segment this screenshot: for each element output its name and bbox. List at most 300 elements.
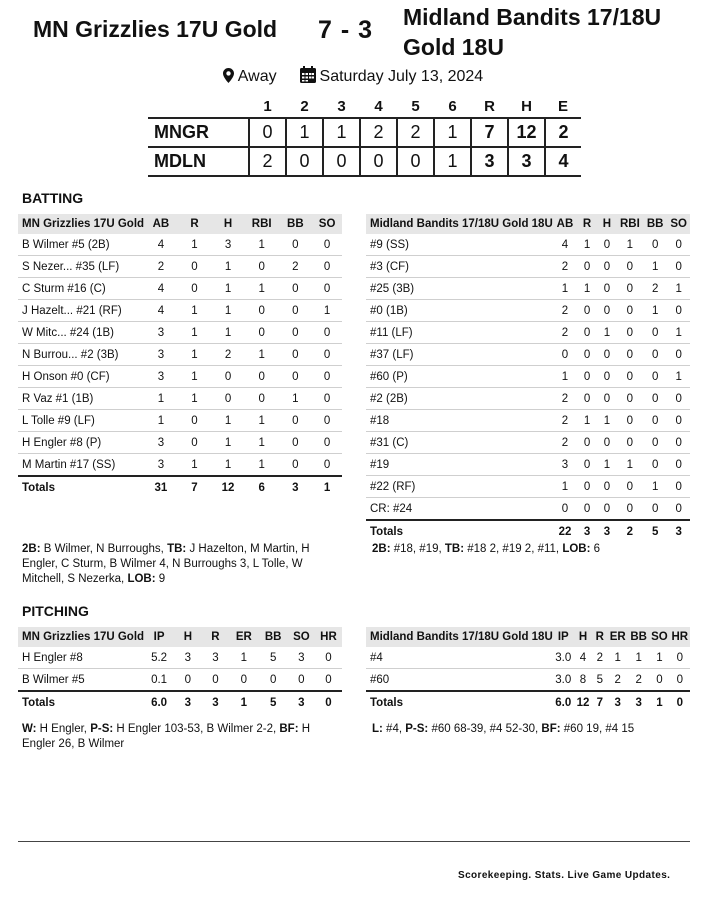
stats-row xyxy=(366,669,690,692)
stat-cell: 1 xyxy=(667,366,690,388)
stat-cell: 0 xyxy=(597,388,617,410)
stat-cell: 1 xyxy=(245,234,279,256)
stat-cell: 0 xyxy=(279,344,313,366)
player-name: #0 (1B) xyxy=(366,300,553,322)
stats-row xyxy=(366,366,690,388)
stat-cell: 0 xyxy=(617,498,643,521)
stat-cell: 1 xyxy=(144,388,178,410)
totals-cell: 22 xyxy=(558,525,572,538)
stat-cell: 1 xyxy=(211,432,245,454)
line-score-col-header: 4 xyxy=(374,97,383,115)
stats-col-header: RBI xyxy=(251,218,272,230)
player-name: H Engler #8 (P) xyxy=(18,432,144,454)
line-score-col-header: 2 xyxy=(300,97,309,115)
line-score-corner xyxy=(148,95,249,118)
stat-cell: 0 xyxy=(178,278,212,300)
stat-cell: 3 xyxy=(553,454,577,476)
player-name: H Onson #0 (CF) xyxy=(18,366,144,388)
totals-cell: 2 xyxy=(626,525,634,538)
line-score-col-header: R xyxy=(484,97,495,115)
stats-team-header: MN Grizzlies 17U Gold xyxy=(22,218,145,230)
totals-row xyxy=(366,520,690,542)
stat-cell: 0 xyxy=(312,234,342,256)
stats-row xyxy=(366,498,690,521)
stat-cell: 0 xyxy=(178,410,212,432)
stat-cell: 1 xyxy=(211,300,245,322)
totals-cell: 3 xyxy=(212,696,219,709)
stat-cell: 0 xyxy=(312,410,342,432)
stat-cell: 1 xyxy=(667,322,690,344)
line-score-cell: 12 xyxy=(508,118,545,147)
stats-row xyxy=(18,234,342,256)
line-score-col-header: 1 xyxy=(263,97,272,115)
stat-cell: 2 xyxy=(553,300,577,322)
stat-cell: 0 xyxy=(643,234,667,256)
line-score-row xyxy=(148,147,581,176)
stat-cell: 0 xyxy=(312,322,342,344)
line-score-cell: 2 xyxy=(397,118,434,147)
stat-cell: 0 xyxy=(617,476,643,498)
note-text: J Hazelton, M Martin, H Engler, C Sturm, B Wilmer 4, N Burroughs 3, L Tolle, W Mitchell, S Nezerka, xyxy=(22,543,310,585)
note-label: LOB: xyxy=(127,573,156,585)
stat-cell: 0 xyxy=(643,344,667,366)
stat-cell: 0 xyxy=(577,432,597,454)
stats-col-header: ER xyxy=(235,631,252,643)
totals-cell: 1 xyxy=(656,696,663,709)
stat-cell: 1 xyxy=(211,278,245,300)
stat-cell: 0 xyxy=(312,278,342,300)
note-text: 6 xyxy=(590,543,601,555)
stat-cell: 2 xyxy=(553,256,577,278)
player-name: #4 xyxy=(366,647,553,669)
totals-cell: 3 xyxy=(184,696,192,709)
stats-row xyxy=(366,300,690,322)
stats-col-header: SO xyxy=(670,218,687,230)
away-batting-table xyxy=(366,214,690,542)
player-name: B Wilmer #5 (2B) xyxy=(18,234,144,256)
player-name: L Tolle #9 (LF) xyxy=(18,410,144,432)
stats-col-header: H xyxy=(223,218,233,230)
stat-cell: 2 xyxy=(144,256,178,278)
stat-cell: 0 xyxy=(597,344,617,366)
stat-cell: 0 xyxy=(279,278,313,300)
stat-cell: 0 xyxy=(211,366,245,388)
stat-cell: 1 xyxy=(553,278,577,300)
stat-cell: 0 xyxy=(643,432,667,454)
stat-cell: 1 xyxy=(178,322,212,344)
stat-cell: 0 xyxy=(577,322,597,344)
stats-row xyxy=(18,410,342,432)
stat-cell: 1 xyxy=(178,234,212,256)
home-pitching-table xyxy=(18,627,342,713)
note-label: P-S: xyxy=(405,723,429,735)
calendar-icon xyxy=(300,66,316,88)
stat-cell: 1 xyxy=(553,476,577,498)
away-pitching-notes xyxy=(372,722,692,737)
stat-cell: 1 xyxy=(617,234,643,256)
stat-cell: 2 xyxy=(592,647,607,669)
totals-cell: 31 xyxy=(154,481,168,494)
stats-header-row xyxy=(18,214,342,234)
line-score-cell: 1 xyxy=(434,118,471,147)
stat-cell: 1 xyxy=(643,256,667,278)
stats-row xyxy=(366,454,690,476)
totals-cell: 3 xyxy=(675,525,682,538)
stat-cell: 0.1 xyxy=(144,669,174,692)
stat-cell: 1 xyxy=(597,410,617,432)
stat-cell: 0 xyxy=(315,647,342,669)
stat-cell: 0 xyxy=(577,344,597,366)
stat-cell: 0 xyxy=(667,410,690,432)
stat-cell: 4 xyxy=(144,234,178,256)
line-score-team: MDLN xyxy=(148,147,249,176)
stat-cell: 0 xyxy=(245,388,279,410)
home-batting-notes xyxy=(22,542,342,587)
stat-cell: 0 xyxy=(597,432,617,454)
footer-tagline: Scorekeeping. Stats. Live Game Updates. xyxy=(458,870,671,881)
stat-cell: 4 xyxy=(144,300,178,322)
stats-col-header: R xyxy=(211,631,220,643)
stats-row xyxy=(366,388,690,410)
stat-cell: 0 xyxy=(597,366,617,388)
totals-cell: 3 xyxy=(635,696,642,709)
stats-col-header: BB xyxy=(646,218,664,230)
stat-cell: 5 xyxy=(592,669,607,692)
batting-section-title: BATTING xyxy=(22,190,84,206)
note-text: #60 19, #4 15 xyxy=(560,723,635,735)
home-pitching-notes xyxy=(22,722,344,752)
stat-cell: 2 xyxy=(553,432,577,454)
line-score-cell: 1 xyxy=(286,118,323,147)
note-label: LOB: xyxy=(562,543,591,555)
stat-cell: 0 xyxy=(553,344,577,366)
stat-cell: 0 xyxy=(597,278,617,300)
stat-cell: 0 xyxy=(288,669,315,692)
stat-cell: 0 xyxy=(667,344,690,366)
line-score-cell: 2 xyxy=(545,118,581,147)
stat-cell: 0 xyxy=(315,669,342,692)
stat-cell: 0 xyxy=(667,300,690,322)
stats-col-header: BB xyxy=(630,631,647,643)
stat-cell: 0 xyxy=(279,432,313,454)
player-name: #19 xyxy=(366,454,553,476)
player-name: #60 xyxy=(366,669,553,692)
stats-row xyxy=(366,410,690,432)
stat-cell: 1 xyxy=(577,234,597,256)
stat-cell: 1 xyxy=(607,647,628,669)
line-score-cell: 3 xyxy=(471,147,508,176)
stat-cell: 0 xyxy=(245,256,279,278)
stat-cell: 2 xyxy=(607,669,628,692)
note-text: H Engler 103-53, B Wilmer 2-2, xyxy=(113,723,280,735)
line-score-cell: 0 xyxy=(323,147,360,176)
stat-cell: 0 xyxy=(279,234,313,256)
stat-cell: 0 xyxy=(312,344,342,366)
player-name: #60 (P) xyxy=(366,366,553,388)
stat-cell: 1 xyxy=(178,366,212,388)
stat-cell: 0 xyxy=(643,388,667,410)
stat-cell: 3 xyxy=(144,432,178,454)
stat-cell: 0 xyxy=(649,669,669,692)
stat-cell: 1 xyxy=(178,388,212,410)
stat-cell: 1 xyxy=(577,410,597,432)
stats-row xyxy=(366,647,690,669)
stat-cell: 2 xyxy=(211,344,245,366)
stats-header-row xyxy=(366,627,690,647)
stat-cell: 0 xyxy=(643,322,667,344)
stat-cell: 1 xyxy=(649,647,669,669)
stats-col-header: IP xyxy=(557,631,569,643)
totals-label: Totals xyxy=(22,696,56,709)
stat-cell: 0 xyxy=(245,366,279,388)
totals-cell: 3 xyxy=(614,696,621,709)
stats-col-header: BB xyxy=(264,631,282,643)
stat-cell: 1 xyxy=(144,410,178,432)
totals-cell: 0 xyxy=(325,696,332,709)
stat-cell: 3 xyxy=(202,647,230,669)
stats-col-header: SO xyxy=(318,218,336,230)
stats-row xyxy=(18,300,342,322)
totals-row xyxy=(18,476,342,498)
stats-row xyxy=(366,476,690,498)
stat-cell: 3 xyxy=(144,454,178,477)
player-name: #31 (C) xyxy=(366,432,553,454)
stats-col-header: H xyxy=(578,631,588,643)
line-score-header xyxy=(148,95,581,118)
player-name: W Mitc... #24 (1B) xyxy=(18,322,144,344)
stats-col-header: BB xyxy=(287,218,304,230)
totals-cell: 3 xyxy=(583,525,591,538)
stat-cell: 0 xyxy=(667,454,690,476)
stat-cell: 0 xyxy=(597,476,617,498)
stat-cell: 1 xyxy=(617,454,643,476)
stat-cell: 0 xyxy=(617,322,643,344)
stat-cell: 1 xyxy=(211,410,245,432)
player-name: C Sturm #16 (C) xyxy=(18,278,144,300)
stat-cell: 0 xyxy=(312,388,342,410)
line-score-row xyxy=(148,118,581,147)
stats-team-header: Midland Bandits 17/18U Gold 18U xyxy=(370,631,553,643)
note-text: B Wilmer, N Burroughs, xyxy=(40,543,168,555)
stat-cell: 0 xyxy=(553,498,577,521)
totals-cell: 5 xyxy=(651,525,659,538)
stat-cell: 0 xyxy=(617,278,643,300)
stat-cell: 1 xyxy=(245,278,279,300)
note-label: P-S: xyxy=(90,723,114,735)
stat-cell: 0 xyxy=(667,234,690,256)
line-score-col-header: H xyxy=(521,97,532,115)
stat-cell: 2 xyxy=(628,669,649,692)
stat-cell: 0 xyxy=(617,344,643,366)
stat-cell: 0 xyxy=(597,498,617,521)
stats-col-header: R xyxy=(595,631,604,643)
stat-cell: 1 xyxy=(229,647,258,669)
map-pin-icon xyxy=(223,68,234,88)
stats-col-header: H xyxy=(183,631,193,643)
stats-row xyxy=(18,278,342,300)
stat-cell: 0 xyxy=(617,300,643,322)
note-label: W: xyxy=(22,723,37,735)
stat-cell: 0 xyxy=(617,388,643,410)
stat-cell: 1 xyxy=(597,454,617,476)
player-name: J Hazelt... #21 (RF) xyxy=(18,300,144,322)
line-score-cell: 2 xyxy=(249,147,286,176)
stat-cell: 0 xyxy=(178,432,212,454)
stat-cell: 0 xyxy=(312,256,342,278)
game-date: Saturday July 13, 2024 xyxy=(319,68,484,85)
stat-cell: 0 xyxy=(178,256,212,278)
player-name: H Engler #8 xyxy=(18,647,144,669)
note-text: #18, #19, xyxy=(390,543,445,555)
line-score xyxy=(148,95,581,177)
stat-cell: 1 xyxy=(667,278,690,300)
stat-cell: 3 xyxy=(211,234,245,256)
stats-col-header: RBI xyxy=(619,218,640,230)
stat-cell: 1 xyxy=(553,366,577,388)
stat-cell: 3 xyxy=(144,322,178,344)
player-name: N Burrou... #2 (3B) xyxy=(18,344,144,366)
stats-row xyxy=(18,647,342,669)
stat-cell: 0 xyxy=(229,669,258,692)
stat-cell: 2 xyxy=(643,278,667,300)
stat-cell: 0 xyxy=(279,410,313,432)
note-text: #18 2, #19 2, #11, xyxy=(464,543,563,555)
stat-cell: 0 xyxy=(202,669,230,692)
away-team-name: Midland Bandits 17/18U Gold 18U xyxy=(403,4,662,60)
totals-cell: 12 xyxy=(221,481,235,494)
home-batting-table xyxy=(18,214,342,498)
stat-cell: 3 xyxy=(144,366,178,388)
totals-cell: 3 xyxy=(603,525,611,538)
stat-cell: 0 xyxy=(577,476,597,498)
stats-col-header: IP xyxy=(153,631,165,643)
totals-cell: 7 xyxy=(596,696,603,709)
stat-cell: 1 xyxy=(245,454,279,477)
stats-col-header: SO xyxy=(651,631,668,643)
stat-cell: 0 xyxy=(577,498,597,521)
totals-cell: 1 xyxy=(323,481,331,494)
stats-col-header: HR xyxy=(671,631,689,643)
stat-cell: 1 xyxy=(628,647,649,669)
pitching-section-title: PITCHING xyxy=(22,603,89,619)
stat-cell: 0 xyxy=(643,366,667,388)
stats-team-header: MN Grizzlies 17U Gold xyxy=(22,631,145,643)
stat-cell: 0 xyxy=(617,366,643,388)
stat-cell: 0 xyxy=(279,300,313,322)
totals-cell: 7 xyxy=(191,481,198,494)
line-score-cell: 0 xyxy=(360,147,397,176)
stat-cell: 0 xyxy=(617,432,643,454)
line-score-team: MNGR xyxy=(148,118,249,147)
line-score-cell: 2 xyxy=(360,118,397,147)
stat-cell: 0 xyxy=(617,256,643,278)
stats-header-row xyxy=(366,214,690,234)
stat-cell: 1 xyxy=(245,410,279,432)
stat-cell: 3.0 xyxy=(553,669,574,692)
stat-cell: 0 xyxy=(643,498,667,521)
stat-cell: 0 xyxy=(667,476,690,498)
stat-cell: 0 xyxy=(279,454,313,477)
stats-col-header: SO xyxy=(293,631,310,643)
totals-cell: 6 xyxy=(258,481,265,494)
player-name: #37 (LF) xyxy=(366,344,553,366)
stats-row xyxy=(366,234,690,256)
stat-cell: 3 xyxy=(174,647,202,669)
stat-cell: 8 xyxy=(574,669,592,692)
stat-cell: 4 xyxy=(574,647,592,669)
stat-cell: 0 xyxy=(174,669,202,692)
stats-row xyxy=(18,454,342,477)
player-name: #18 xyxy=(366,410,553,432)
totals-cell: 6.0 xyxy=(555,696,572,709)
line-score-cell: 4 xyxy=(545,147,581,176)
home-team-name: MN Grizzlies 17U Gold xyxy=(33,16,278,42)
stat-cell: 3.0 xyxy=(553,647,574,669)
player-name: CR: #24 xyxy=(366,498,553,521)
player-name: B Wilmer #5 xyxy=(18,669,144,692)
stats-row xyxy=(366,278,690,300)
stats-col-header: AB xyxy=(152,218,170,230)
stats-row xyxy=(18,322,342,344)
player-name: #3 (CF) xyxy=(366,256,553,278)
stats-col-header: R xyxy=(190,218,199,230)
note-label: 2B: xyxy=(22,543,41,555)
totals-cell: 12 xyxy=(576,696,590,709)
note-label: L: xyxy=(372,723,383,735)
player-name: #2 (2B) xyxy=(366,388,553,410)
line-score-cell: 1 xyxy=(323,118,360,147)
stat-cell: 5 xyxy=(258,647,287,669)
stat-cell: 0 xyxy=(577,388,597,410)
player-name: #11 (LF) xyxy=(366,322,553,344)
stat-cell: 2 xyxy=(553,322,577,344)
player-name: #22 (RF) xyxy=(366,476,553,498)
footer-divider xyxy=(18,841,690,842)
note-label: TB: xyxy=(167,543,187,555)
totals-cell: 1 xyxy=(240,696,248,709)
stat-cell: 1 xyxy=(312,300,342,322)
note-text: H Engler 26, B Wilmer xyxy=(22,723,311,750)
stat-cell: 0 xyxy=(617,410,643,432)
away-batting-notes xyxy=(372,542,692,557)
stat-cell: 1 xyxy=(279,388,313,410)
player-name: S Nezer... #35 (LF) xyxy=(18,256,144,278)
totals-cell: 0 xyxy=(676,696,683,709)
stat-cell: 1 xyxy=(211,454,245,477)
note-label: BF: xyxy=(541,723,561,735)
line-score-col-header: E xyxy=(557,97,568,115)
stats-row xyxy=(18,432,342,454)
stat-cell: 0 xyxy=(245,322,279,344)
stat-cell: 4 xyxy=(553,234,577,256)
stat-cell: 1 xyxy=(245,432,279,454)
stat-cell: 0 xyxy=(312,366,342,388)
stat-cell: 4 xyxy=(144,278,178,300)
note-label: 2B: xyxy=(372,543,391,555)
totals-row xyxy=(366,691,690,713)
stat-cell: 0 xyxy=(643,410,667,432)
line-score-cell: 7 xyxy=(471,118,508,147)
stats-row xyxy=(18,256,342,278)
stat-cell: 3 xyxy=(288,647,315,669)
stat-cell: 0 xyxy=(245,300,279,322)
totals-label: Totals xyxy=(370,696,404,709)
stat-cell: 2 xyxy=(553,410,577,432)
stat-cell: 0 xyxy=(279,322,313,344)
line-score-cell: 1 xyxy=(434,147,471,176)
stats-row xyxy=(366,432,690,454)
totals-cell: 6.0 xyxy=(151,696,168,709)
